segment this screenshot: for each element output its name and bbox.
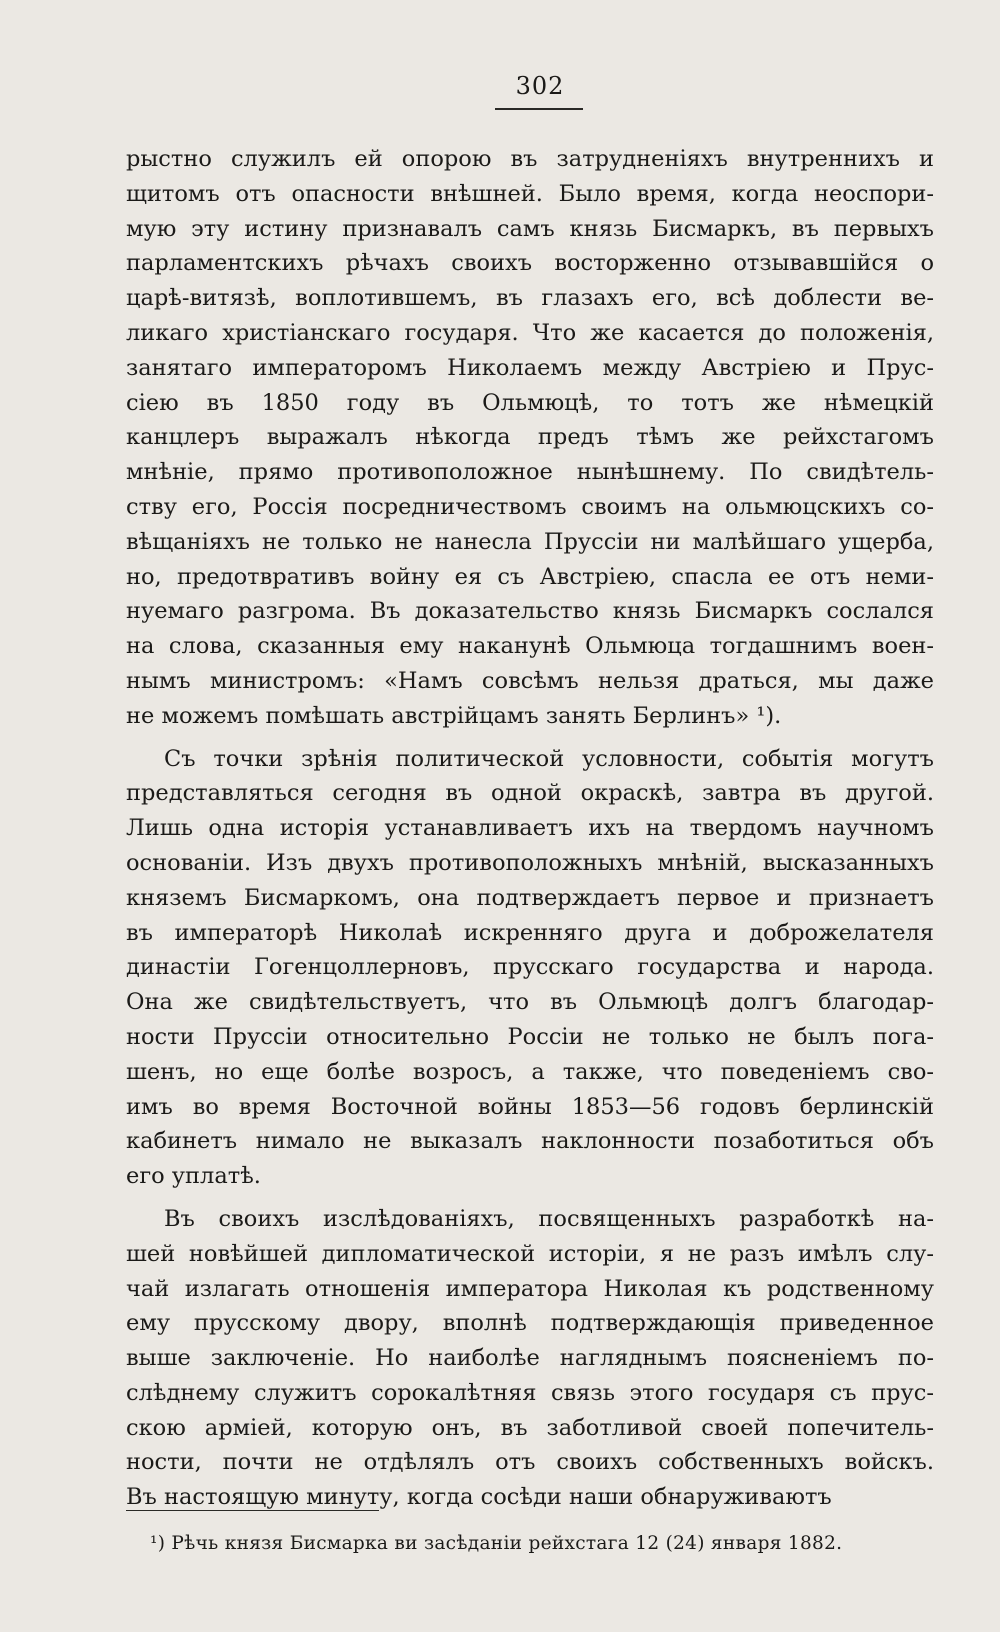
page-number: 302 [515, 72, 565, 100]
text-line: Съ точки зрѣнія политической условности, событія могутъ [164, 745, 934, 772]
text-line: ности Пруссіи относительно Россіи не только не былъ пога- [126, 1023, 934, 1050]
text-line: царѣ-витязѣ, воплотившемъ, въ глазахъ его, всѣ доблести ве- [126, 285, 934, 312]
text-line: Она же свидѣтельствуетъ, что въ Ольмюцѣ долгъ благодар- [126, 989, 934, 1016]
text-line: мую эту истину признавалъ самъ князь Бисмаркъ, въ первыхъ [126, 215, 934, 242]
paragraph [126, 1202, 934, 1515]
text-line: династіи Гогенцоллерновъ, прусскаго государства и народа. [126, 954, 934, 981]
text-line: чай излагать отношенія императора Николая къ родственному [126, 1275, 934, 1302]
text-line: мнѣніе, прямо противоположное нынѣшнему. По свидѣтель- [126, 459, 934, 486]
text-line: въ императорѣ Николаѣ искренняго друга и доброжелателя [126, 919, 934, 946]
paragraph [126, 742, 934, 1194]
body-text [126, 142, 934, 1515]
text-line: основаніи. Изъ двухъ противоположныхъ мнѣній, высказанныхъ [126, 849, 934, 876]
text-line: Въ настоящую минуту, когда сосѣди наши обнаруживаютъ [126, 1484, 832, 1511]
text-line: нымъ министромъ: «Намъ совсѣмъ нельзя драться, мы даже [126, 667, 934, 694]
paragraph [126, 142, 934, 734]
footnote-rule [126, 1510, 379, 1511]
text-line: представляться сегодня въ одной окраскѣ, завтра въ другой. [126, 780, 934, 807]
text-line: ему прусскому двору, вполнѣ подтверждающія приведенное [126, 1310, 934, 1337]
header-rule [495, 108, 583, 110]
text-line: скою арміей, которую онъ, въ заботливой своей попечитель- [126, 1414, 934, 1441]
text-line: слѣднему служитъ сорокалѣтняя связь этого государя съ прус- [126, 1379, 934, 1406]
text-line: ликаго христіанскаго государя. Что же касается до положенія, [126, 319, 934, 346]
text-line: имъ во время Восточной войны 1853—56 годовъ берлинскій [126, 1093, 934, 1120]
text-line: парламентскихъ рѣчахъ своихъ восторженно отзывавшійся о [126, 250, 934, 277]
paragraph-gap [126, 734, 934, 742]
text-line: Лишь одна исторія устанавливаетъ ихъ на твердомъ научномъ [126, 815, 934, 842]
text-line: не можемъ помѣшать австрійцамъ занять Берлинъ» ¹). [126, 702, 782, 729]
text-line: занятаго императоромъ Николаемъ между Австріею и Прус- [126, 354, 934, 381]
text-line: его уплатѣ. [126, 1163, 261, 1190]
text-line: Въ своихъ изслѣдованіяхъ, посвященныхъ разработкѣ на- [164, 1205, 934, 1232]
paragraph-gap [126, 1194, 934, 1202]
text-line: ству его, Россія посредничествомъ своимъ на ольмюцскихъ со- [126, 493, 934, 520]
text-line: сіею въ 1850 году въ Ольмюцѣ, то тотъ же нѣмецкій [126, 389, 934, 416]
text-line: кабинетъ нимало не выказалъ наклонности позаботиться объ [126, 1128, 934, 1155]
text-line: канцлеръ выражалъ нѣкогда предъ тѣмъ же рейхстагомъ [126, 424, 934, 451]
text-line: щитомъ отъ опасности внѣшней. Было время, когда неоспори- [126, 180, 934, 207]
text-line: вѣщаніяхъ не только не нанесла Пруссіи ни малѣйшаго ущерба, [126, 528, 934, 555]
text-line: шей новѣйшей дипломатической исторіи, я не разъ имѣлъ слу- [126, 1240, 934, 1267]
text-line: ности, почти не отдѣлялъ отъ своихъ собственныхъ войскъ. [126, 1449, 934, 1476]
text-line: шенъ, но еще болѣе возросъ, а также, что поведеніемъ сво- [126, 1058, 934, 1085]
footnote: ¹) Рѣчь князя Бисмарка ви засѣданіи рейхстага 12 (24) января 1882. [150, 1533, 843, 1554]
text-line: княземъ Бисмаркомъ, она подтверждаетъ первое и признаетъ [126, 884, 934, 911]
text-line: нуемаго разгрома. Въ доказательство князь Бисмаркъ сослался [126, 598, 934, 625]
text-line: рыстно служилъ ей опорою въ затрудненіяхъ внутреннихъ и [126, 146, 934, 172]
text-line: выше заключеніе. Но наиболѣе нагляднымъ поясненіемъ по- [126, 1345, 934, 1372]
text-line: на слова, сказанныя ему наканунѣ Ольмюца тогдашнимъ воен- [126, 633, 934, 660]
text-line: но, предотвративъ войну ея съ Австріею, спасла ее отъ неми- [126, 563, 934, 590]
